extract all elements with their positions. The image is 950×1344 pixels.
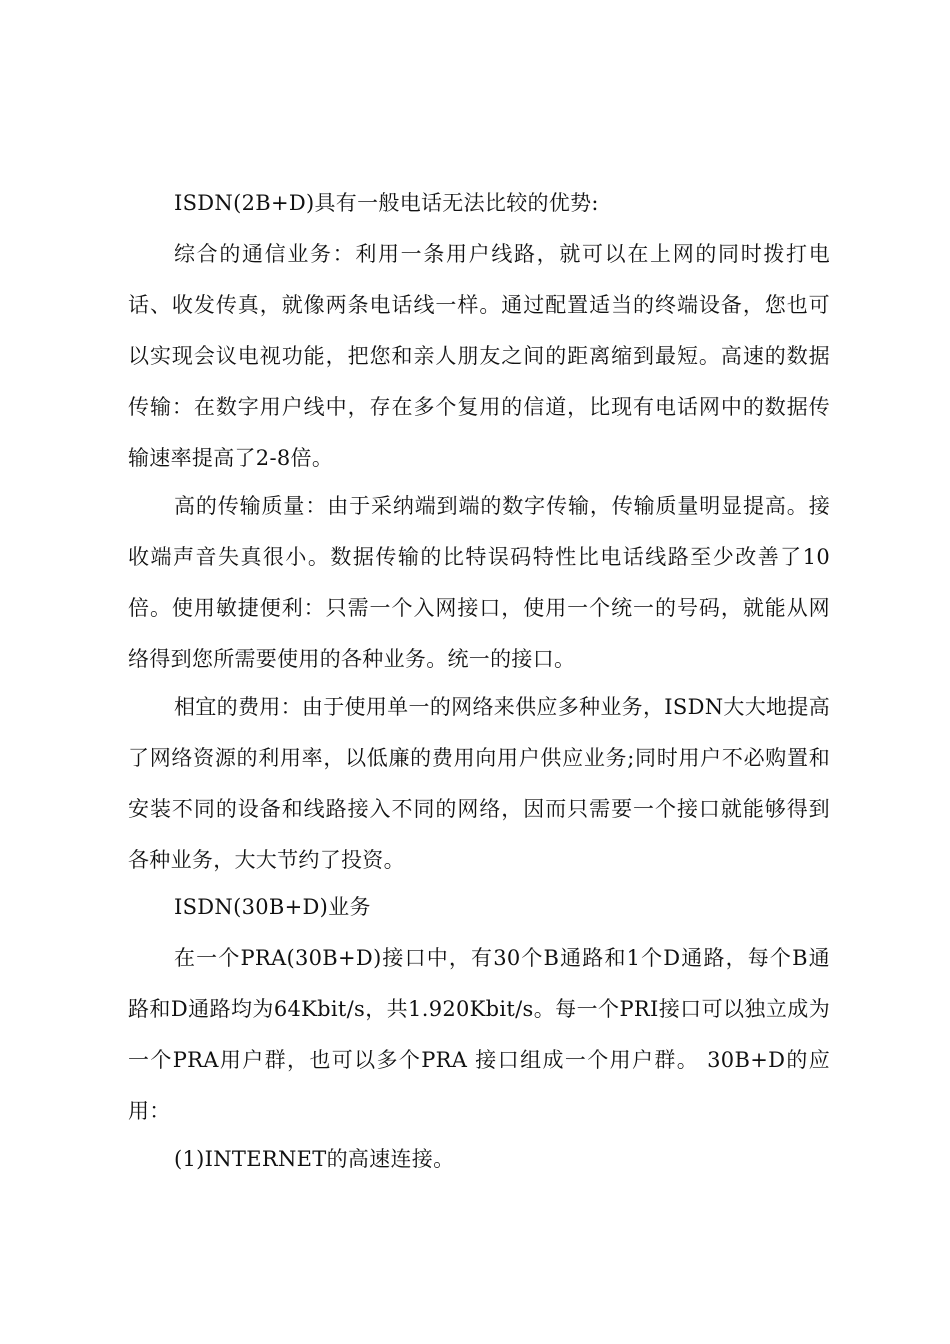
paragraph-isdn-2bd-intro: ISDN(2B+D)具有一般电话无法比较的优势: [174, 191, 599, 215]
paragraph-integrated-services: 综合的通信业务：利用一条用户线路，就可以在上网的同时拨打电话、收发传真，就像两条电话线一样。通过配置适当的终端设备，您也可以实现会议电视功能，把您和亲人朋友之间的距离缩到最短。高速的数据传输：在数字用户线中，存在多个复用的信道，比现有电话网中的数据传输速率提高了2-8倍。 [128, 242, 830, 470]
paragraph-reasonable-cost: 相宜的费用：由于使用单一的网络来供应多种业务，ISDN大大地提高了网络资源的利用率，以低廉的费用向用户供应业务;同时用户不必购置和安装不同的设备和线路接入不同的网络，因而只需要一个接口就能够得到各种业务，大大节约了投资。 [128, 695, 830, 872]
paragraph-transmission-quality: 高的传输质量：由于采纳端到端的数字传输，传输质量明显提高。接收端声音失真很小。数据传输的比特误码特性比电话线路至少改善了10倍。使用敏捷便利：只需一个入网接口，使用一个统一的号码，就能从网络得到您所需要使用的各种业务。统一的接口。 [128, 494, 830, 671]
paragraph-isdn-30bd-heading: ISDN(30B+D)业务 [174, 895, 371, 919]
paragraph-pra-interface: 在一个PRA(30B+D)接口中，有30个B通路和1个D通路，每个B通路和D通路均为64Kbit/s，共1.920Kbit/s。每一个PRI接口可以独立成为一个PRA用户群，也可以多个PRA 接口组成一个用户群。 30B+D的应用： [128, 946, 830, 1123]
paragraph-internet-connection: (1)INTERNET的高速连接。 [174, 1147, 455, 1171]
